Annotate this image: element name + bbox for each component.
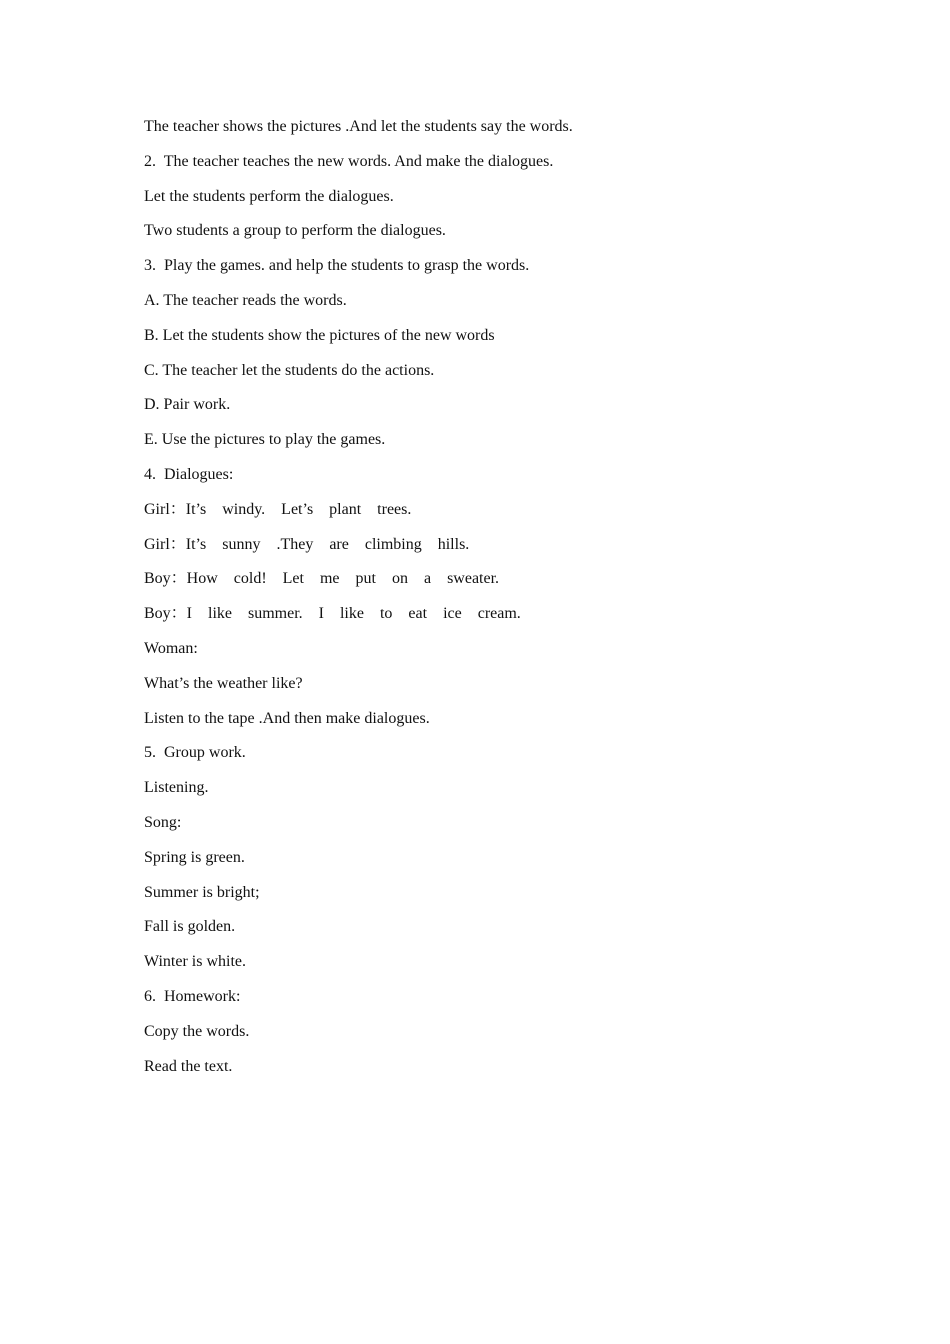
homework-item: Read the text. <box>144 1057 233 1075</box>
dialogue-line: Woman: <box>144 639 198 657</box>
homework-item: Copy the words. <box>144 1022 250 1040</box>
text-line: Two students a group to perform the dialogues. <box>144 222 446 240</box>
text-line: Listening. <box>144 779 209 797</box>
sub-item-b: B. Let the students show the pictures of the new words <box>144 326 495 344</box>
list-item-step-3: 3. Play the games. and help the students to grasp the words. <box>144 257 530 275</box>
sub-item-a: A. The teacher reads the words. <box>144 291 347 309</box>
list-item-step-5: 5. Group work. <box>144 744 246 762</box>
sub-item-e: E. Use the pictures to play the games. <box>144 431 386 449</box>
sub-item-c: C. The teacher let the students do the actions. <box>144 361 435 379</box>
song-line: Summer is bright; <box>144 883 260 901</box>
document-body <box>144 116 844 1090</box>
dialogue-line: Girl：It’s windy. Let’s plant trees. <box>144 500 412 518</box>
dialogue-line: Girl：It’s sunny .They are climbing hills. <box>144 535 470 553</box>
dialogue-line: Boy：How cold! Let me put on a sweater. <box>144 570 500 588</box>
song-line: Fall is golden. <box>144 918 236 936</box>
list-item-step-2: 2. The teacher teaches the new words. And make the dialogues. <box>144 152 554 170</box>
song-line: Winter is white. <box>144 953 246 971</box>
text-line: Listen to the tape .And then make dialogues. <box>144 709 430 727</box>
text-line: The teacher shows the pictures .And let the students say the words. <box>144 118 573 135</box>
sub-item-d: D. Pair work. <box>144 396 231 414</box>
song-line: Spring is green. <box>144 848 245 866</box>
text-line: Let the students perform the dialogues. <box>144 187 394 205</box>
dialogue-line: What’s the weather like? <box>144 674 303 692</box>
song-heading: Song: <box>144 813 182 831</box>
list-item-step-4: 4. Dialogues: <box>144 465 234 483</box>
dialogue-line: Boy：I like summer. I like to eat ice cream. <box>144 605 521 623</box>
list-item-step-6: 6. Homework: <box>144 987 241 1005</box>
